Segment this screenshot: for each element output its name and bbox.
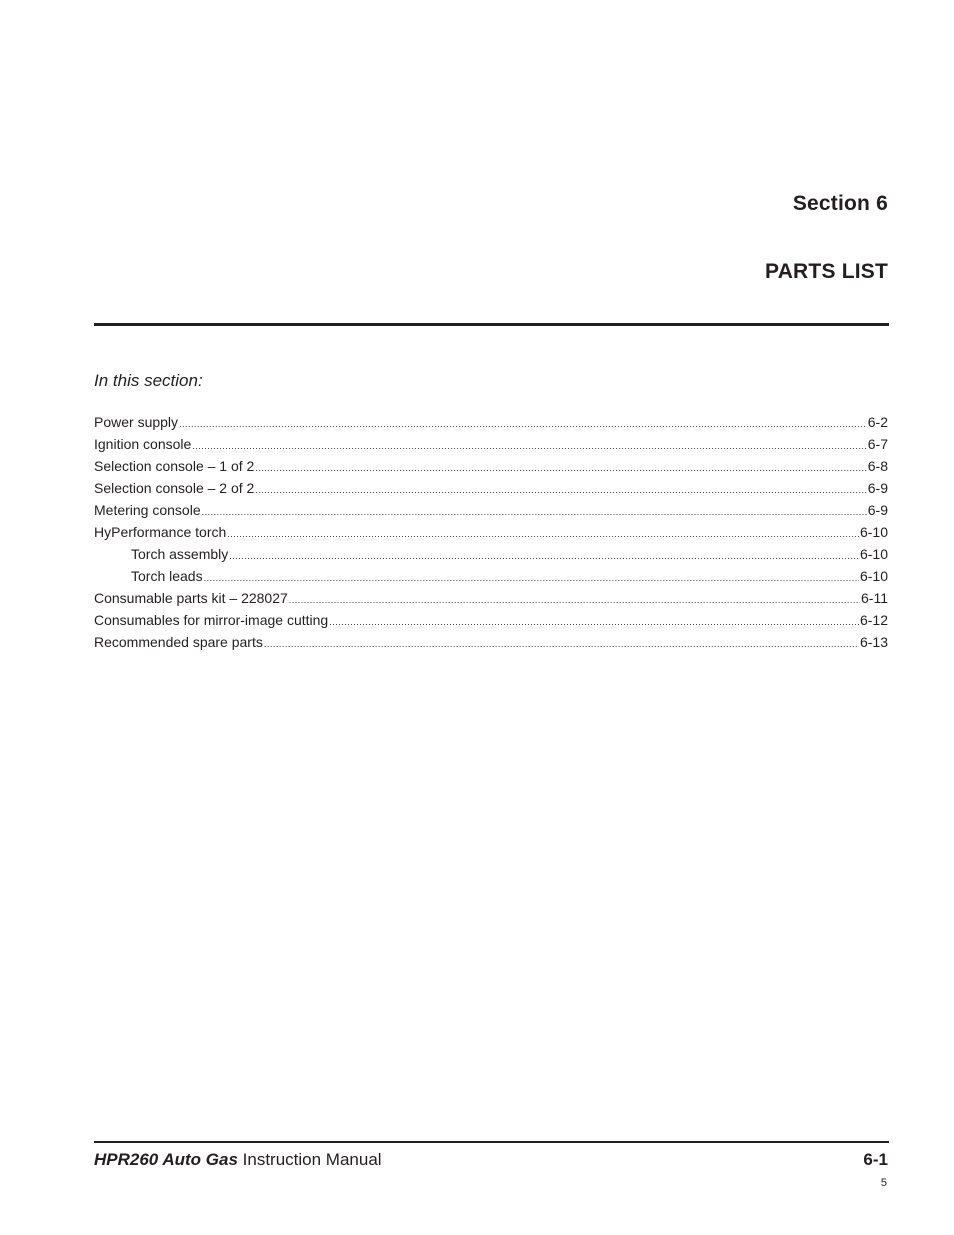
footer-manual-name: Instruction Manual (242, 1150, 382, 1169)
toc-dot-leader (204, 573, 859, 583)
toc-entry-page: 6-2 (867, 414, 888, 430)
toc-dot-leader (264, 639, 859, 649)
toc-entry-selection-console-1[interactable] (94, 458, 888, 480)
toc-dot-leader (202, 507, 867, 517)
toc-entry-label: HyPerformance torch (94, 524, 227, 540)
toc-entry-mirror-image-consumables[interactable] (94, 612, 888, 634)
table-of-contents (94, 414, 888, 656)
toc-entry-page: 6-11 (861, 590, 888, 606)
toc-dot-leader (255, 463, 866, 473)
footer-page-number: 6-1 (863, 1150, 888, 1169)
toc-entry-metering-console[interactable] (94, 502, 888, 524)
toc-entry-torch-assembly[interactable] (94, 546, 888, 568)
toc-entry-page: 6-12 (859, 612, 888, 628)
section-title: PARTS LIST (765, 260, 888, 283)
toc-entry-page: 6-9 (867, 502, 888, 518)
footer-product-name: HPR260 Auto Gas (94, 1150, 238, 1169)
toc-entry-label: Torch leads (131, 568, 203, 584)
toc-entry-page: 6-13 (859, 634, 888, 650)
toc-entry-torch-leads[interactable] (94, 568, 888, 590)
toc-entry-page: 6-10 (859, 524, 888, 540)
section-label: Section 6 (792, 192, 888, 215)
toc-entry-page: 6-7 (867, 436, 888, 452)
toc-entry-label: Torch assembly (131, 546, 229, 562)
toc-dot-leader (329, 617, 859, 627)
toc-entry-label: Consumable parts kit – 228027 (94, 590, 288, 606)
toc-entry-hyperformance-torch[interactable] (94, 524, 888, 546)
toc-entry-label: Selection console – 2 of 2 (94, 480, 255, 496)
toc-dot-leader (227, 529, 859, 539)
toc-entry-page: 6-8 (867, 458, 888, 474)
toc-dot-leader (229, 551, 859, 561)
toc-entry-ignition-console[interactable] (94, 436, 888, 458)
toc-entry-label: Metering console (94, 502, 201, 518)
toc-dot-leader (192, 441, 866, 451)
section-intro: In this section: (94, 371, 203, 390)
sheet-index: 5 (880, 1177, 887, 1189)
toc-entry-page: 6-9 (867, 480, 888, 496)
toc-dot-leader (179, 419, 867, 429)
footer-manual-title (94, 1150, 382, 1170)
toc-entry-label: Selection console – 1 of 2 (94, 458, 255, 474)
toc-entry-label: Ignition console (94, 436, 192, 452)
toc-entry-power-supply[interactable] (94, 414, 888, 436)
toc-entry-label: Power supply (94, 414, 179, 430)
toc-dot-leader (289, 595, 860, 605)
toc-entry-recommended-spare-parts[interactable] (94, 634, 888, 656)
toc-dot-leader (255, 485, 866, 495)
toc-entry-selection-console-2[interactable] (94, 480, 888, 502)
toc-entry-consumable-parts-kit[interactable] (94, 590, 888, 612)
footer-divider (94, 1141, 889, 1143)
toc-entry-label: Consumables for mirror-image cutting (94, 612, 329, 628)
header-divider (94, 323, 889, 326)
toc-entry-page: 6-10 (859, 568, 888, 584)
toc-entry-page: 6-10 (859, 546, 888, 562)
toc-entry-label: Recommended spare parts (94, 634, 263, 650)
